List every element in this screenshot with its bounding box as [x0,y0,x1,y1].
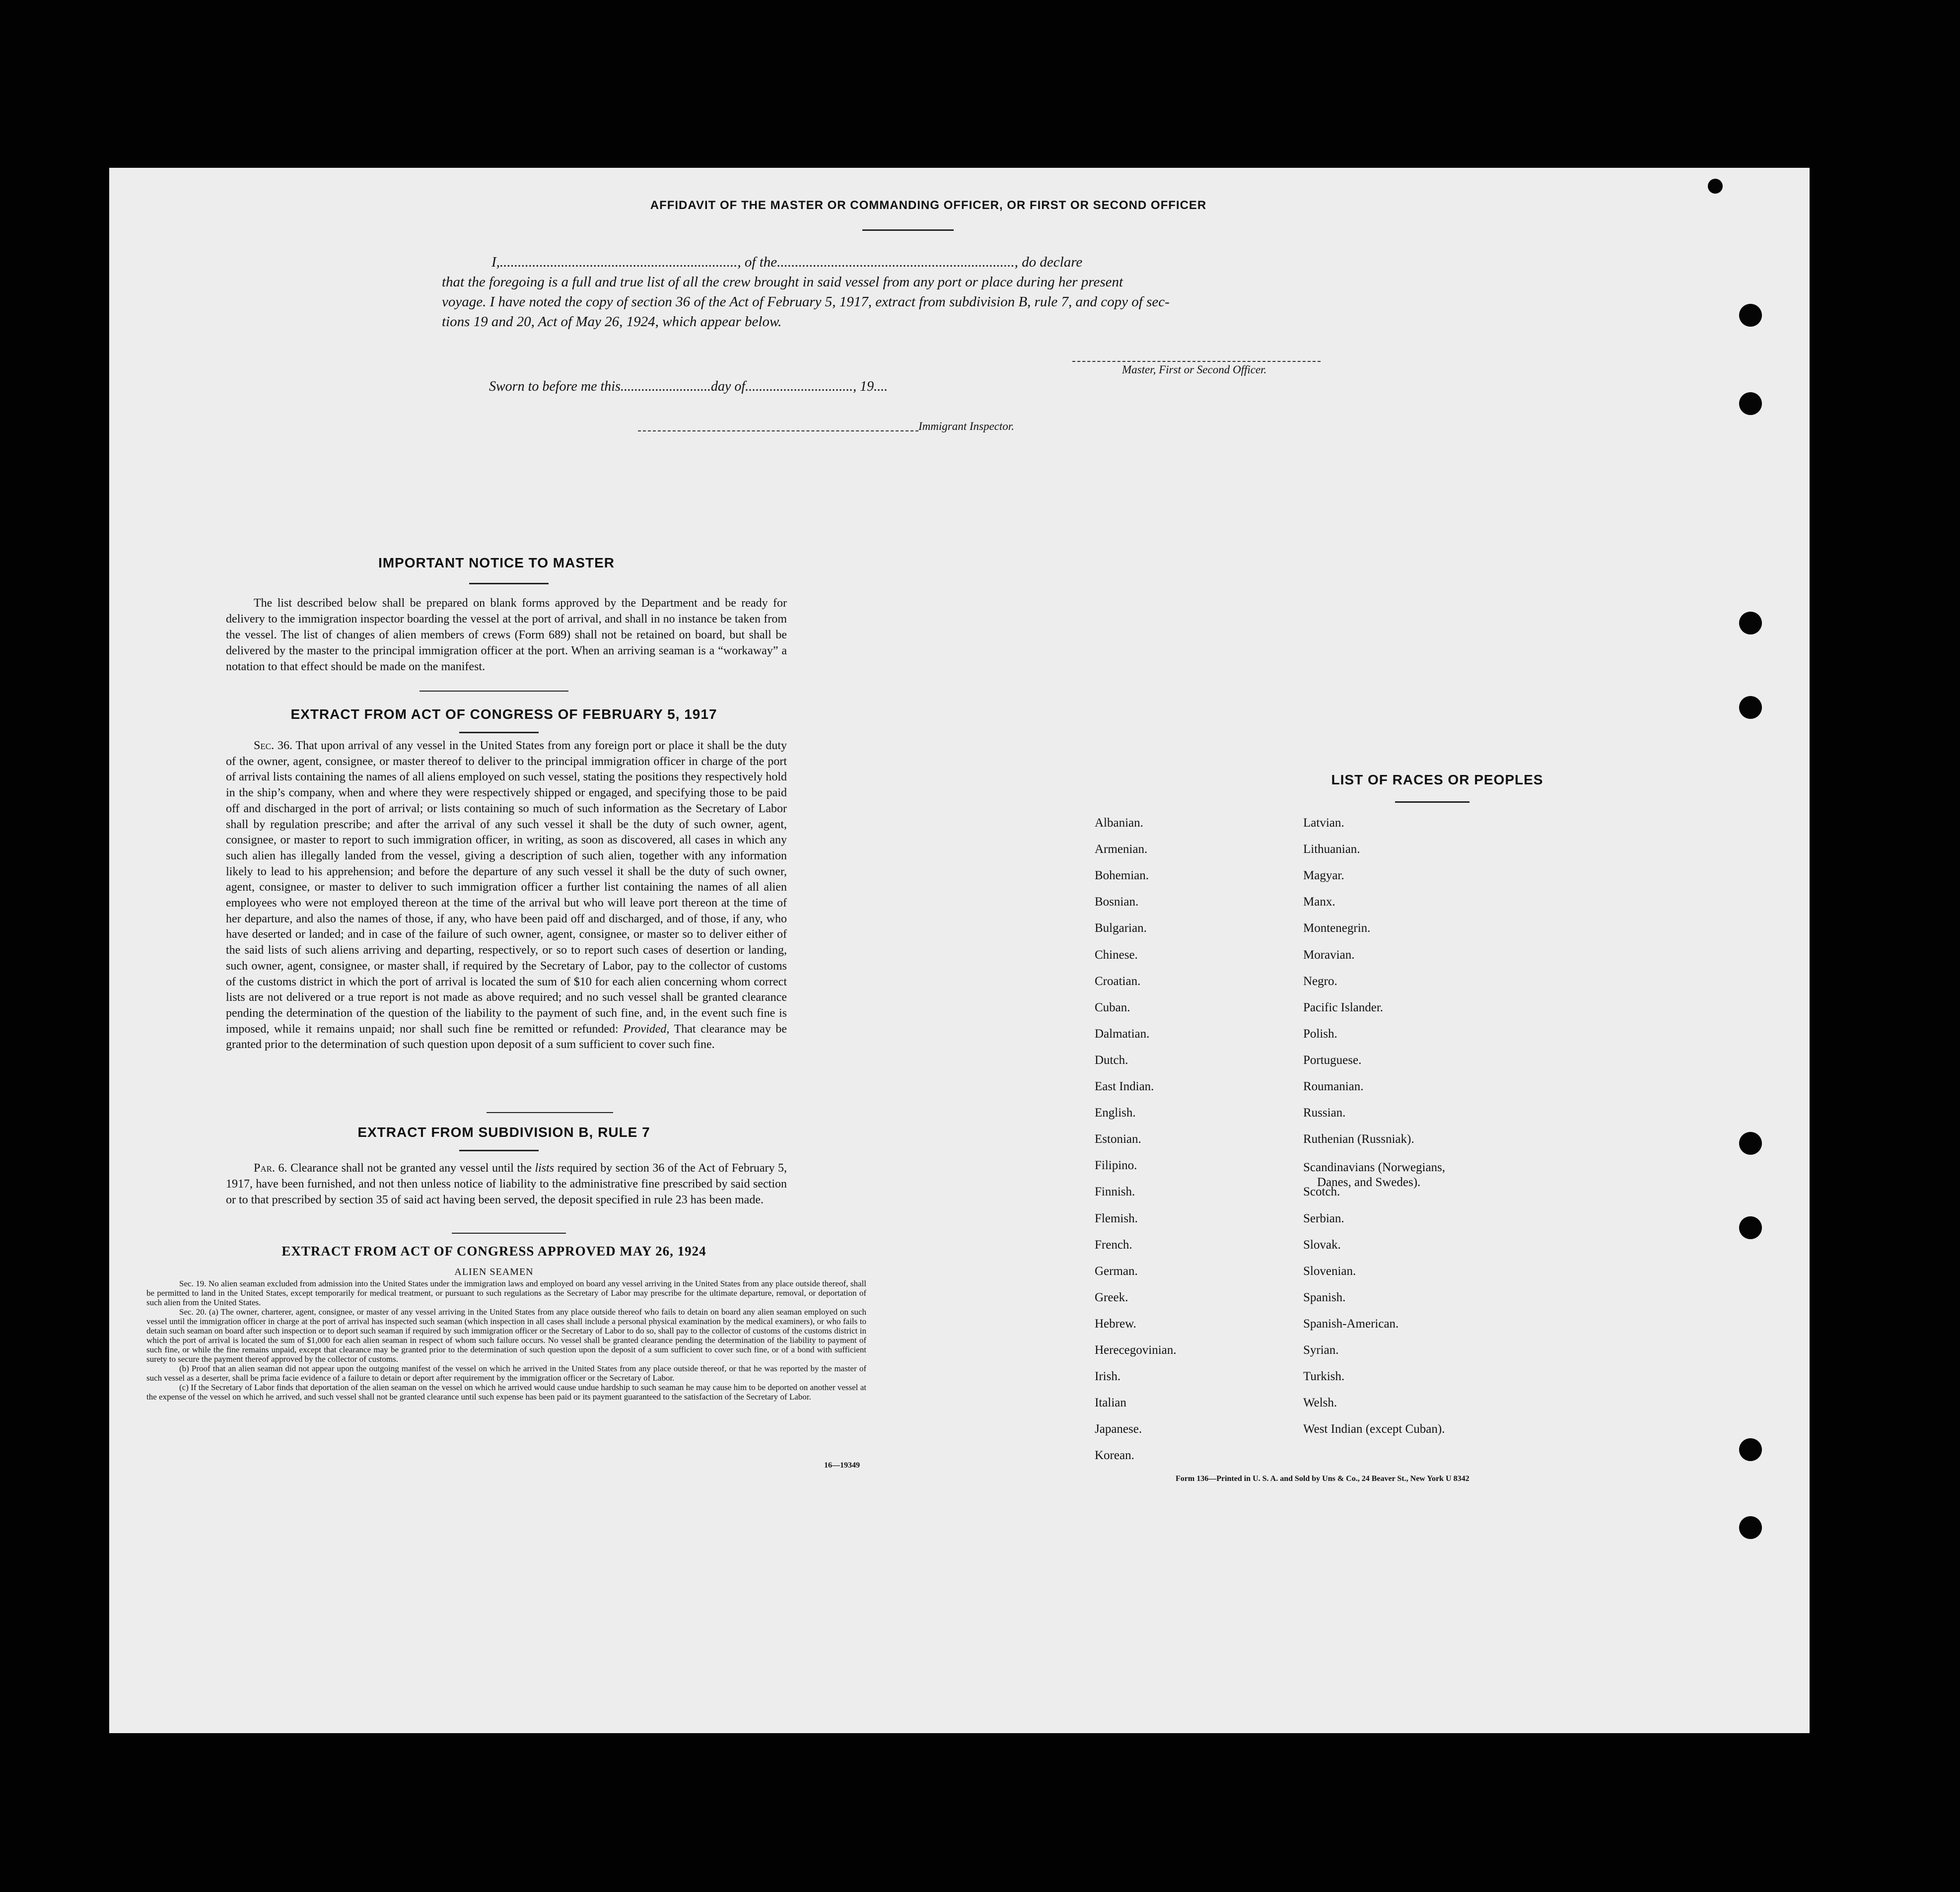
sec-20c-text: (c) If the Secretary of Labor finds that deportation of the alien seaman on the vessel on which he arrived would cause undue hardship to such seaman he may cause him to be deported on another vessel at the expense of the vessel on which he arrived, and such vessel shall not be granted clearance until such expense has been paid or its payment guaranteed to the satisfaction of the Secretary of Labor. [146,1383,866,1401]
affidavit-line-3: voyage. I have noted the copy of section 36 of the Act of February 5, 1917, extract from subdivision B, rule 7, and copy of sec- [442,294,1170,310]
extract-1924-subtitle: ALIEN SEAMEN [454,1266,534,1277]
race-item: Latvian. [1303,816,1344,830]
race-item: German. [1095,1264,1138,1278]
race-item: Slovenian. [1303,1264,1356,1278]
race-item: Welsh. [1303,1396,1337,1410]
race-item: Bosnian. [1095,895,1139,909]
race-item: Montenegrin. [1303,921,1371,935]
affidavit-line-2: that the foregoing is a full and true list of all the crew brought in said vessel from any port or place during her present [442,274,1123,290]
race-item: Roumanian. [1303,1080,1364,1093]
race-item: Ruthenian (Russniak). [1303,1132,1414,1146]
race-item: Cuban. [1095,1000,1130,1014]
punch-hole [1739,1516,1762,1539]
race-item: Irish. [1095,1370,1121,1384]
printer-footer: Form 136—Printed in U. S. A. and Sold by Uns & Co., 24 Beaver St., New York U 8342 [1176,1474,1470,1483]
race-item: Serbian. [1303,1211,1344,1225]
notice-end-rule [420,691,568,692]
punch-hole [1739,1438,1762,1461]
sec-20b-text: (b) Proof that an alien seaman did not appear upon the outgoing manifest of the vessel on which he arrived in the United States from any place outside thereof, or that he was reported by the master of such vessel as a deserter, shall be prima facie evidence of a failure to detain or deport after requirement by the immigration officer or the Secretary of Labor. [146,1364,866,1383]
sec-20a-text: Sec. 20. (a) The owner, charterer, agent, consignee, or master of any vessel arriving in the United States from any place outside thereof who fails to detain on board any alien seaman employed on such vessel until the immigration officer in charge at the port of arrival has inspected such seaman (which inspection in all cases shall include a personal physical examination by the medical examiners), or who fails to detain such seaman on board after such inspection or to deport such seaman if required by such immigration officer or the Secretary of Labor to do so, shall pay to the collector of customs of the customs district in which the port of arrival is located the sum of $1,000 for each alien seaman in respect of whom such failure occurs. No vessel shall be granted clearance pending the determination of the liability to payment of such fine, or while the fine remains unpaid, except that clearance may be granted prior to the determination of such question upon the deposit of a sum sufficient to cover such fine, or of a bond with sufficient surety to secure the payment thereof approved by the collector of customs. [146,1307,866,1364]
race-item: Croatian. [1095,974,1141,988]
race-item: Greek. [1095,1290,1128,1304]
race-item: Moravian. [1303,948,1355,962]
race-item: Chinese. [1095,948,1138,962]
par-6-label: Par. 6. [254,1162,287,1175]
race-item: Magyar. [1303,869,1344,883]
race-item: English. [1095,1106,1136,1120]
extract-rule7-title-rule [459,1150,539,1151]
sworn-line: Sworn to before me this..........................day of..............................., 19.... [489,379,888,394]
race-item: West Indian (except Cuban). [1303,1422,1445,1436]
punch-hole [1739,1132,1762,1155]
race-item: Polish. [1303,1027,1337,1041]
race-item: Flemish. [1095,1211,1138,1225]
race-item: Syrian. [1303,1343,1339,1357]
extract-rule7-text [226,1160,787,1208]
race-item: Armenian. [1095,842,1148,856]
inspector-signature-line [638,430,918,431]
form-code: 16—19349 [824,1461,860,1470]
affidavit-line-1: I,.................................................................., of the.................................................................., do declare [491,254,1083,270]
punch-hole [1739,696,1762,719]
affidavit-title-rule [862,229,954,231]
notice-text: The list described below shall be prepared on blank forms approved by the Department and be ready for delivery to the immigration inspector boarding the vessel at the port of arrival, and shall in no instance be taken from the vessel. The list of changes of alien members of crews (Form 689) shall not be retained on board, but shall be delivered by the master to the principal immigration officer at the port. When an arriving seaman is a “workaway” a notation to that effect should be made on the manifest. [226,597,787,673]
race-item: Italian [1095,1396,1126,1410]
signature-label: Master, First or Second Officer. [1122,363,1267,376]
affidavit-body [442,252,1489,332]
race-item: Finnish. [1095,1185,1135,1199]
race-item: Portuguese. [1303,1053,1362,1067]
race-item: Russian. [1303,1106,1346,1120]
extract-1924-title: EXTRACT FROM ACT OF CONGRESS APPROVED MAY 26, 1924 [281,1244,706,1259]
race-item: Dutch. [1095,1053,1128,1067]
race-item: Hebrew. [1095,1317,1136,1331]
race-item: Bulgarian. [1095,921,1147,935]
sec-36-label: Sec. 36. [254,739,292,752]
race-item: Scandinavians (Norwegians, [1303,1161,1446,1175]
race-item: East Indian. [1095,1080,1154,1093]
affidavit-title: AFFIDAVIT OF THE MASTER OR COMMANDING OFFICER, OR FIRST OR SECOND OFFICER [650,199,1207,212]
race-item: Lithuanian. [1303,842,1360,856]
punch-hole [1739,304,1762,327]
punch-hole [1739,1216,1762,1239]
sec-36-body: That upon arrival of any vessel in the United States from any foreign port or place it shall be the duty of the owner, agent, consignee, or master thereof to deliver to the principal immigration officer in charge of the port of arrival lists containing the names of all aliens employed on such vessel, stating the positions they respectively hold in the ship’s company, when and where they were respectively shipped or engaged, and specifying those to be paid off and discharged in the port of arrival; or lists containing so much of such information as the Secretary of Labor shall by regulation prescribe; and after the arrival of any such vessel it shall be the duty of such owner, agent, consignee, or master to report to such immigration officer, in writing, as soon as discovered, all cases in which any such alien has illegally landed from the vessel, giving a description of such alien, together with any information likely to lead to his apprehension; and before the departure of any such vessel it shall be the duty of such owner, agent, consignee, or master to deliver to such immigration officer a further list containing the names of all alien employees who were not employed thereon at the time of the arrival but who will leave port thereon at the time of her departure, and also the names of those, if any, who have been paid off and discharged, and of those, if any, who have deserted or landed; and in case of the failure of such owner, agent, consignee, or master so to deliver either of the said lists of such aliens arriving and departing, respectively, or so to report such cases of desertion or landing, such owner, agent, consignee, or master shall, if required by the Secretary of Labor, pay to the collector of customs of the customs district in which the port of arrival is located the sum of $10 for each alien concerning whom correct lists are not delivered or a true report is not made as above required; and no such vessel shall be granted clearance pending the determination of the question of the liability to the payment of such fine, and, in the event such fine is imposed, while it remains unpaid; nor shall such fine be remitted or refunded: [226,739,787,1036]
race-item: Negro. [1303,974,1337,988]
affidavit-line-4: tions 19 and 20, Act of May 26, 1924, which appear below. [442,314,782,330]
notice-title: IMPORTANT NOTICE TO MASTER [378,555,615,570]
extract-1917-title: EXTRACT FROM ACT OF CONGRESS OF FEBRUARY 5, 1917 [290,706,717,722]
race-item: Scotch. [1303,1185,1340,1199]
inspector-label: Immigrant Inspector. [918,420,1014,432]
race-item: Dalmatian. [1095,1027,1150,1041]
par-6-body-b: required by section 36 of the Act of February 5, 1917, have been furnished, and not then unless notice of liability to the administrative fine prescribed by said section or to that prescribed by section 35 of said act having been served, the deposit specified in rule 23 has been made. [226,1162,787,1206]
races-title: LIST OF RACES OR PEOPLES [1331,772,1543,787]
race-item: Pacific Islander. [1303,1000,1384,1014]
punch-hole [1708,179,1723,194]
race-item: Danes, and Swedes). [1317,1176,1421,1190]
race-item: Albanian. [1095,816,1143,830]
notice-title-rule [469,583,549,584]
extract-1917-end-rule [487,1112,613,1113]
signature-line [1072,361,1321,362]
race-item: Turkish. [1303,1370,1345,1384]
par-6-body-a: Clearance shall not be granted any vessel until the [290,1162,532,1175]
race-item: Filipino. [1095,1159,1137,1173]
extract-1917-text [226,738,787,1053]
provided-word: Provided, [623,1022,670,1036]
races-title-rule [1395,801,1470,803]
lists-word: lists [535,1162,555,1175]
race-item: Korean. [1095,1449,1134,1463]
race-item: Manx. [1303,895,1335,909]
sec-36-body-end: That clearance may be granted prior to the determination of such question upon deposit of a sum sufficient to cover such fine. [226,1022,787,1051]
race-item: Slovak. [1303,1238,1341,1252]
punch-hole [1739,612,1762,634]
race-item: French. [1095,1238,1132,1252]
document-page [109,168,1810,1733]
extract-rule7-title: EXTRACT FROM SUBDIVISION B, RULE 7 [357,1124,650,1140]
race-item: Spanish. [1303,1290,1346,1304]
extract-1924-text [146,1279,866,1401]
sec-19-text: Sec. 19. No alien seaman excluded from admission into the United States under the immigration laws and employed on board any vessel arriving in the United States from any place outside thereof, shall be permitted to land in the United States, except temporarily for medical treatment, or pursuant to such regulations as the Secretary of Labor may prescribe for the ultimate departure, removal, or deportation of such alien from the United States. [146,1279,866,1307]
race-item: Estonian. [1095,1132,1141,1146]
race-item: Spanish-American. [1303,1317,1399,1331]
race-item: Herecegovinian. [1095,1343,1177,1357]
race-item: Japanese. [1095,1422,1142,1436]
race-item: Bohemian. [1095,869,1149,883]
extract-rule7-end-rule [452,1233,566,1234]
punch-hole [1739,392,1762,415]
extract-1917-title-rule [459,732,539,733]
